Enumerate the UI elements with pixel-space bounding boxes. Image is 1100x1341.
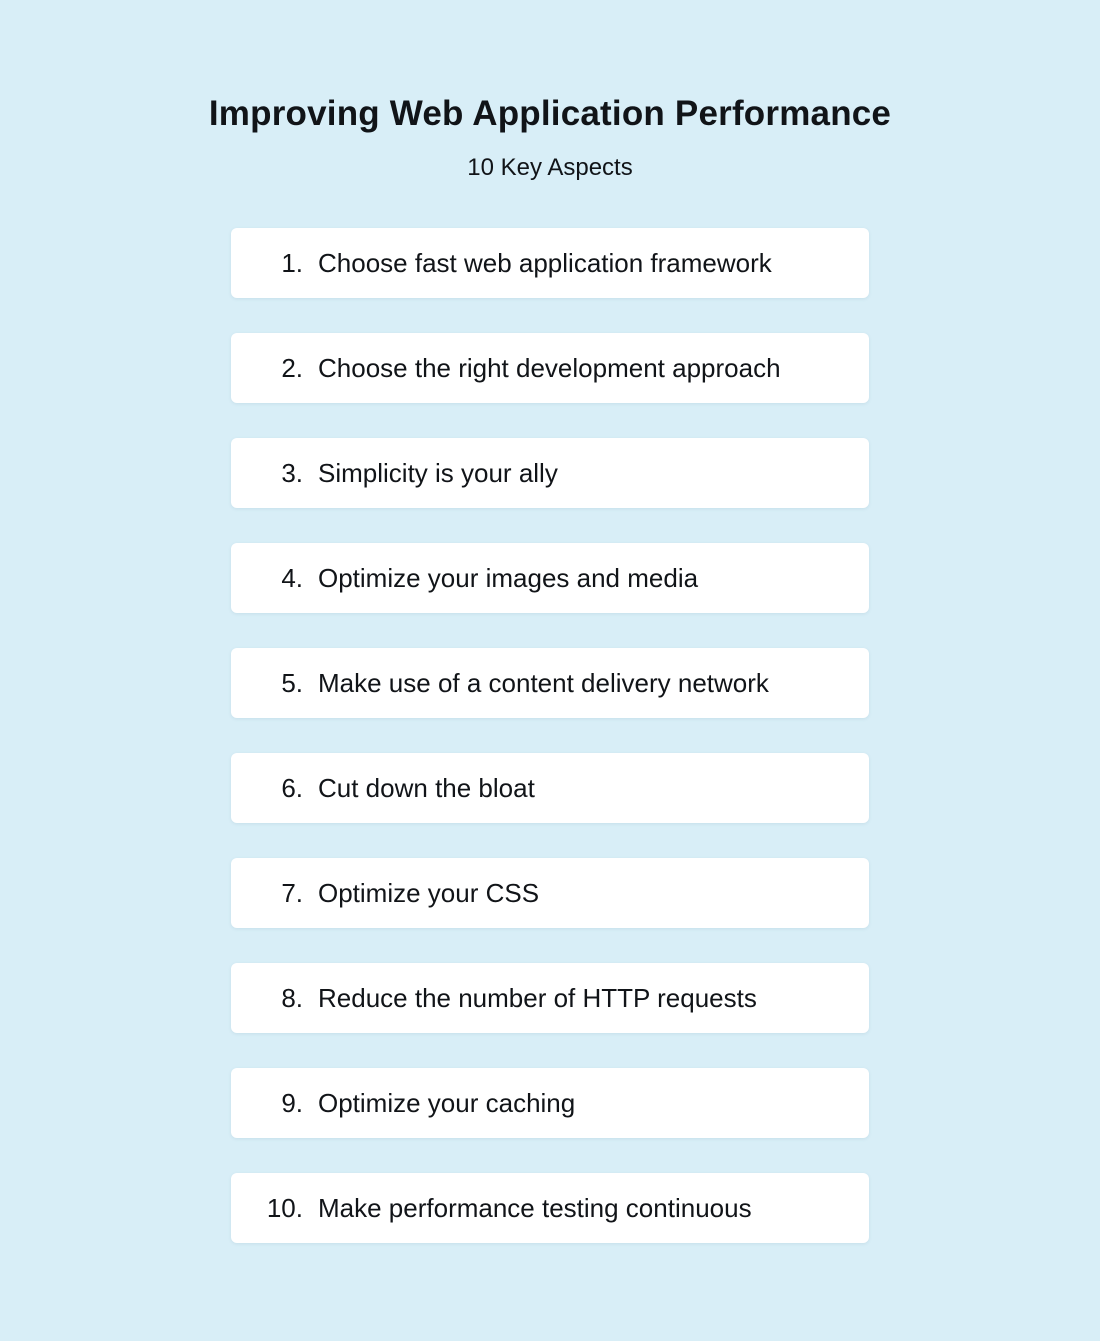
item-label: Optimize your images and media [318,562,699,593]
item-label: Make use of a content delivery network [318,667,769,698]
page-header [0,0,1100,182]
item-number: 7. [281,877,303,908]
key-aspects-list [231,228,869,1243]
item-number: 6. [281,772,303,803]
item-label: Optimize your caching [318,1087,576,1118]
list-item [231,1068,869,1138]
list-item [231,648,869,718]
list-item [231,333,869,403]
list-item [231,438,869,508]
page-title: Improving Web Application Performance [208,94,892,133]
list-item [231,228,869,298]
list-item [231,963,869,1033]
item-number: 9. [281,1087,303,1118]
list-item [231,543,869,613]
item-number: 4. [281,562,303,593]
item-label: Choose fast web application framework [318,247,772,278]
item-number: 8. [281,982,303,1013]
item-label: Reduce the number of HTTP requests [318,982,757,1013]
item-number: 3. [281,457,303,488]
item-number: 5. [281,667,303,698]
list-item [231,1173,869,1243]
item-number: 2. [281,352,303,383]
item-label: Optimize your CSS [318,877,540,908]
page-subtitle: 10 Key Aspects [467,154,633,181]
item-label: Choose the right development approach [318,352,781,383]
item-number: 10. [266,1192,303,1223]
item-label: Simplicity is your ally [318,457,558,488]
list-item [231,858,869,928]
item-label: Cut down the bloat [318,772,535,803]
item-number: 1. [281,247,303,278]
item-label: Make performance testing continuous [318,1192,752,1223]
list-item [231,753,869,823]
